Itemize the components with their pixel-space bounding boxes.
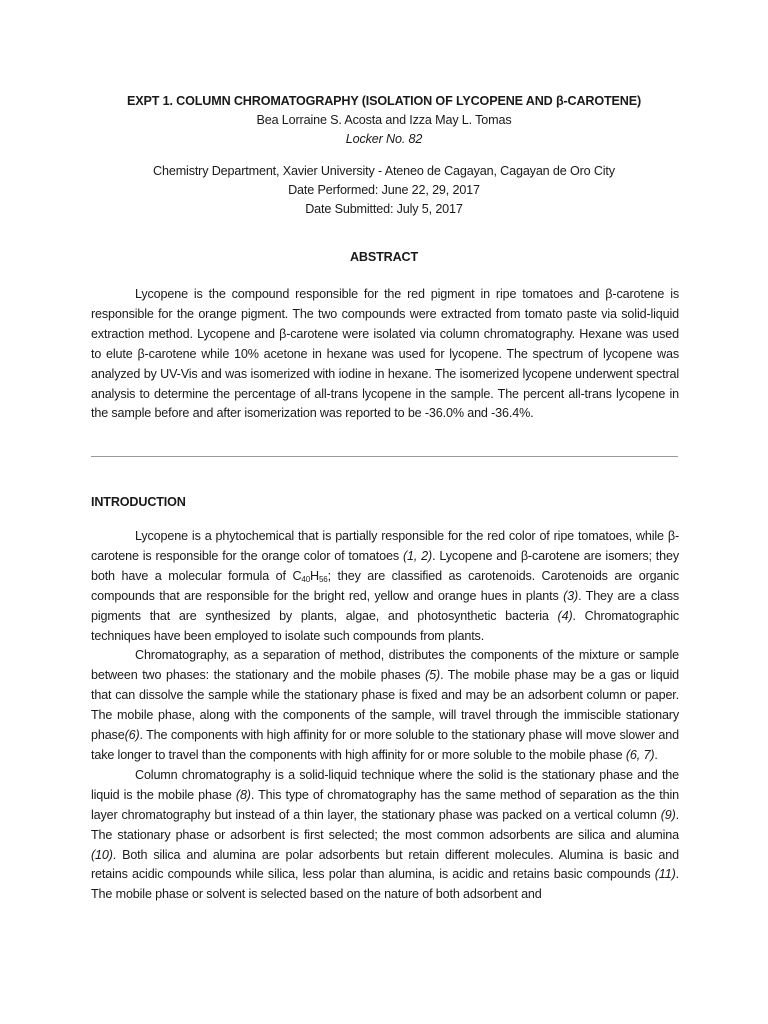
text-run: Column chromatography is a solid-liquid technique where the solid is the stationary phase and the liquid is the mobile phase bbox=[91, 767, 679, 802]
text-run: . Lycopene and β-carotene are isomers; they both have a molecular formula of C bbox=[91, 548, 679, 583]
locker-number: Locker No. 82 bbox=[345, 132, 423, 146]
text-run: . Both silica and alumina are polar adsorbents but retain different molecules. Alumina is basic and retains acidic compounds while silica, less polar than alumina, is acidic and retains basic compounds bbox=[91, 847, 679, 882]
citation: (6) bbox=[124, 728, 140, 743]
introduction-body bbox=[91, 527, 679, 905]
citation: (4) bbox=[557, 608, 573, 623]
introduction-heading: INTRODUCTION bbox=[91, 495, 186, 509]
citation: (1, 2) bbox=[402, 548, 433, 563]
title-block bbox=[60, 92, 708, 149]
text-run: . bbox=[654, 747, 658, 762]
citation: (10) bbox=[91, 847, 113, 862]
date-submitted: Date Submitted: July 5, 2017 bbox=[305, 202, 463, 216]
paper-title: EXPT 1. COLUMN CHROMATOGRAPHY (ISOLATION OF LYCOPENE AND β-CAROTENE) bbox=[126, 94, 642, 108]
abstract-heading: ABSTRACT bbox=[349, 250, 419, 264]
text-run: ; they are classified as carotenoids. Carotenoids are organic compounds that are responsible for the bright red, yellow and orange hues in plants bbox=[91, 568, 679, 603]
citation: (11) bbox=[654, 867, 676, 882]
text-run: . The components with high affinity for or more soluble to the stationary phase will move slower and take longer to travel than the components with high affinity for or more soluble to the mobile phase bbox=[91, 728, 679, 762]
intro-paragraph-2 bbox=[91, 646, 679, 765]
citation: (3) bbox=[563, 588, 579, 603]
text-run: . The mobile phase may be a gas or liquid that can dissolve the sample while the stationary phase is fixed and may be an adsorbent column or paper. The mobile phase, along with the components of the sample, will travel through the immiscible stationary phase bbox=[91, 668, 679, 743]
section-divider bbox=[91, 456, 678, 457]
abstract-paragraph: Lycopene is the compound responsible for the red pigment in ripe tomatoes and β-carotene is responsible for the orange pigment. The two compounds were extracted from tomato paste via solid-liquid extraction method. Lycopene and β-carotene were isolated via column chromatography. Hexane was used to elute β-carotene while 10% acetone in hexane was used for lycopene. The spectrum of lycopene was analyzed by UV-Vis and was isomerized with iodine in hexane. The isomerized lycopene underwent spectral analysis to determine the percentage of all-trans lycopene in the sample. The percent all-trans lycopene in the sample before and after isomerization was reported to be -36.0% and -36.4%. bbox=[91, 287, 679, 421]
text-run: Chromatography, as a separation of method, distributes the components of the mixture or sample between two phases: the stationary and the mobile phases bbox=[91, 648, 679, 683]
subscript: 40 bbox=[301, 574, 310, 584]
intro-paragraph-1 bbox=[91, 527, 679, 646]
citation: (9) bbox=[660, 807, 676, 822]
citation: (8) bbox=[235, 787, 251, 802]
subscript: 56 bbox=[318, 574, 328, 584]
text-run: H bbox=[310, 568, 319, 583]
text-run: . The mobile phase or solvent is selected based on the nature of both adsorbent and bbox=[91, 867, 679, 902]
intro-paragraph-3 bbox=[91, 766, 679, 905]
date-performed: Date Performed: June 22, 29, 2017 bbox=[288, 183, 480, 197]
affiliation: Chemistry Department, Xavier University - Ateneo de Cagayan, Cagayan de Oro City bbox=[153, 164, 615, 178]
text-run: Lycopene is a phytochemical that is partially responsible for the red color of ripe tomatoes, while β-carotene is responsible for the orange color of tomatoes bbox=[91, 529, 679, 563]
text-run: . Chromatographic techniques have been employed to isolate such compounds from plants. bbox=[91, 608, 679, 643]
authors: Bea Lorraine S. Acosta and Izza May L. Tomas bbox=[256, 113, 512, 127]
text-run: . The stationary phase or adsorbent is first selected; the most common adsorbents are silica and alumina bbox=[91, 807, 679, 842]
abstract-body bbox=[91, 285, 679, 424]
text-run: . This type of chromatography has the same method of separation as the thin layer chromatography but instead of a thin layer, the stationary phase was packed on a vertical column bbox=[91, 787, 679, 822]
citation: (6, 7) bbox=[625, 747, 655, 762]
citation: (5) bbox=[425, 668, 441, 683]
affiliation-block bbox=[60, 162, 708, 219]
text-run: . They are a class pigments that are synthesized by plants, algae, and photosynthetic bacteria bbox=[91, 588, 679, 623]
